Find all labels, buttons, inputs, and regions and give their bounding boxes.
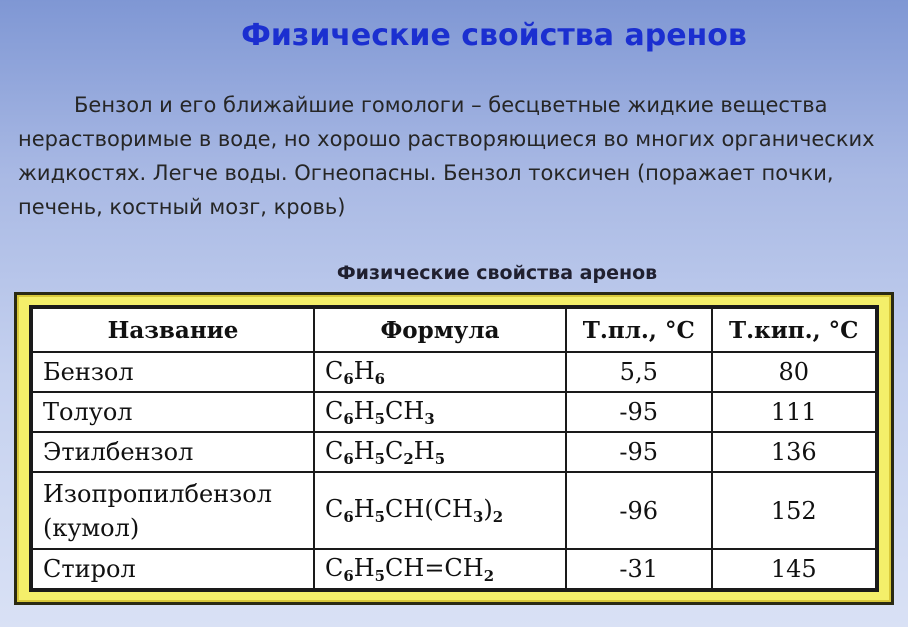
formula-subscript: 6 — [343, 409, 354, 428]
formula-part: C — [325, 396, 344, 425]
table-frame — [14, 292, 894, 605]
cell-boiling-point: 136 — [712, 432, 876, 472]
formula-part: C — [325, 437, 344, 466]
cell-name — [32, 432, 314, 472]
intro-paragraph: Бензол и его ближайшие гомологи – бесцветные жидкие вещества нерастворимые в воде, но хорошо растворяющиеся во многих органических жидкостях. Легче воды. Огнеопасны. Бензол токсичен (поражает почки, печень, костный мозг, кровь) — [18, 93, 875, 219]
formula-subscript: 6 — [343, 508, 354, 526]
cell-boiling-point: 80 — [712, 352, 876, 392]
table-body — [32, 352, 876, 589]
formula-part: ) — [483, 495, 493, 524]
cell-name — [32, 352, 314, 392]
cell-boiling-point: 145 — [712, 549, 876, 589]
formula-part: H — [353, 396, 375, 425]
cell-formula — [314, 549, 566, 589]
formula-subscript: 5 — [374, 508, 386, 526]
formula-subscript: 2 — [492, 508, 504, 526]
formula-subscript: 6 — [343, 566, 354, 585]
cell-name-line: Изопропилбензол — [43, 479, 272, 508]
table-row — [32, 352, 876, 392]
formula-subscript: 6 — [374, 369, 386, 388]
formula-part: C — [325, 495, 344, 524]
formula-subscript: 2 — [483, 566, 495, 585]
cell-formula — [314, 432, 566, 472]
cell-boiling-point: 152 — [712, 472, 876, 548]
cell-name-line: Толуол — [43, 398, 133, 427]
header-boiling-point: Т.кип., °С — [712, 308, 876, 352]
cell-melting-point: -96 — [566, 472, 712, 548]
formula-part: CH=CH — [385, 553, 484, 582]
cell-formula — [314, 352, 566, 392]
cell-melting-point: 5,5 — [566, 352, 712, 392]
slide-title: Физические свойства аренов — [241, 18, 747, 53]
formula-part: CH — [385, 396, 425, 425]
formula-part: H — [353, 437, 375, 466]
header-name: Название — [32, 308, 314, 352]
table-row — [32, 392, 876, 432]
cell-name — [32, 472, 314, 548]
table-inner — [29, 305, 879, 592]
header-formula: Формула — [314, 308, 566, 352]
cell-name — [32, 549, 314, 589]
formula-part: H — [353, 356, 375, 385]
table-row — [32, 432, 876, 472]
cell-melting-point: -31 — [566, 549, 712, 589]
cell-name-line: Бензол — [43, 358, 134, 387]
header-melting-point: Т.пл., °С — [566, 308, 712, 352]
cell-melting-point: -95 — [566, 392, 712, 432]
formula-subscript: 3 — [472, 508, 484, 526]
cell-name-line: Стирол — [43, 554, 136, 583]
formula-subscript: 6 — [343, 449, 354, 468]
table-caption: Физические свойства аренов — [336, 262, 658, 284]
formula-part: C — [325, 553, 344, 582]
formula-part: C — [385, 437, 404, 466]
formula-part: H — [353, 495, 375, 524]
cell-melting-point: -95 — [566, 432, 712, 472]
formula-subscript: 5 — [374, 566, 386, 585]
table-header-row — [32, 308, 876, 352]
cell-boiling-point: 111 — [712, 392, 876, 432]
formula-subscript: 5 — [374, 449, 386, 468]
cell-name — [32, 392, 314, 432]
formula-part: CH(CH — [385, 495, 473, 524]
formula-subscript: 2 — [403, 449, 414, 468]
formula-subscript: 6 — [343, 369, 354, 388]
formula-part: H — [413, 437, 435, 466]
arenes-properties-table — [31, 307, 877, 590]
table-row — [32, 472, 876, 548]
formula-part: C — [325, 356, 344, 385]
cell-formula — [314, 392, 566, 432]
cell-formula — [314, 472, 566, 548]
cell-name-line: Этилбензол — [43, 438, 194, 467]
formula-subscript: 5 — [374, 409, 386, 428]
cell-name-line: (кумол) — [43, 513, 140, 542]
formula-subscript: 3 — [424, 409, 435, 428]
formula-part: H — [353, 553, 375, 582]
table-row — [32, 549, 876, 589]
formula-subscript: 5 — [434, 449, 446, 468]
